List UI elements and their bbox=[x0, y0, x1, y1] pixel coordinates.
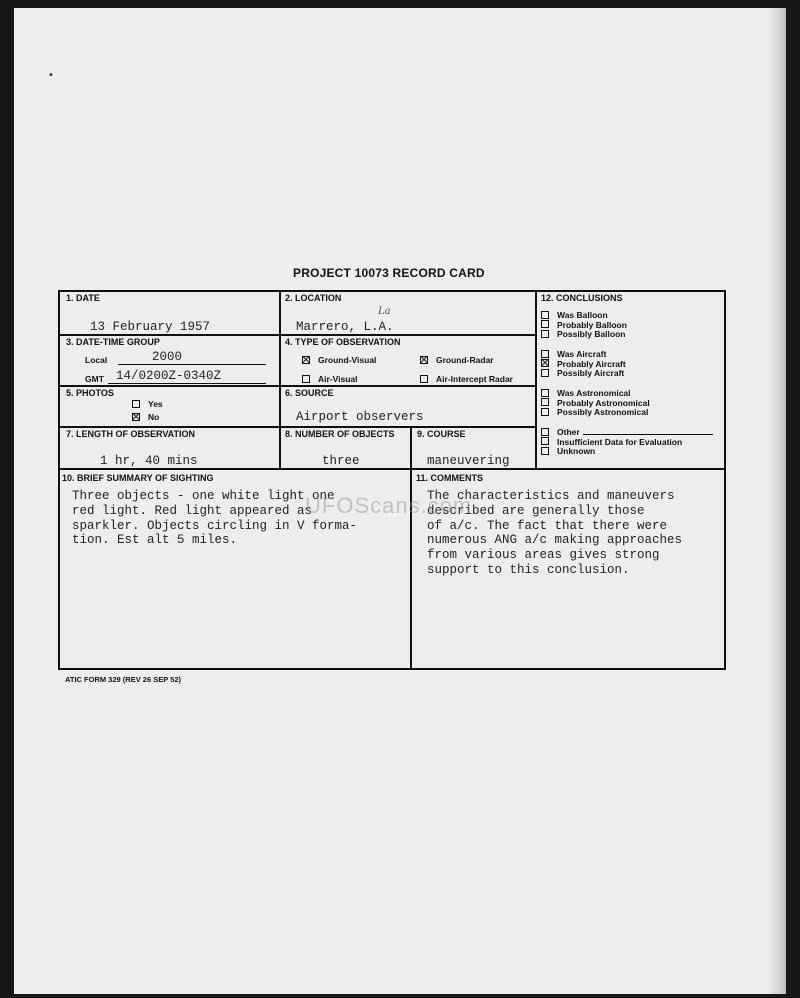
speck-mark: • bbox=[48, 70, 54, 81]
conclusion-text: Was Aircraft bbox=[557, 349, 607, 359]
option-label: Yes bbox=[148, 399, 163, 409]
conclusion-group-aircraft bbox=[541, 350, 626, 379]
divider bbox=[410, 426, 412, 669]
ground-visual-option bbox=[302, 355, 376, 365]
comments-line: of a/c. The fact that there were bbox=[427, 518, 668, 533]
option-label: Air-Intercept Radar bbox=[436, 374, 513, 384]
comments-line: described are generally those bbox=[427, 503, 645, 518]
photos-no-option bbox=[132, 412, 159, 422]
checkbox-icon[interactable] bbox=[302, 375, 310, 383]
conclusion-text: Possibly Aircraft bbox=[557, 368, 625, 379]
checkbox-icon[interactable] bbox=[541, 311, 549, 319]
conclusion-item bbox=[541, 369, 626, 379]
conclusions-label: 12. CONCLUSIONS bbox=[541, 293, 623, 303]
conclusion-group-other bbox=[541, 428, 713, 457]
number-value: three bbox=[322, 454, 360, 468]
summary-line: tion. Est alt 5 miles. bbox=[72, 533, 238, 548]
location-value: Marrero, L.A. bbox=[296, 320, 394, 334]
divider bbox=[59, 426, 536, 428]
checkbox-icon[interactable] bbox=[541, 369, 549, 377]
local-value: 2000 bbox=[152, 350, 183, 364]
conclusion-text: Other bbox=[557, 427, 580, 437]
card-title: PROJECT 10073 RECORD CARD bbox=[293, 266, 485, 280]
option-label: Ground-Radar bbox=[436, 355, 494, 365]
conclusion-text: Unknown bbox=[557, 446, 596, 457]
checkbox-icon[interactable] bbox=[541, 320, 549, 328]
length-label: 7. LENGTH OF OBSERVATION bbox=[66, 429, 196, 439]
conclusion-text: Probably Balloon bbox=[557, 319, 627, 330]
watermark: UFOScans.com bbox=[305, 493, 473, 518]
conclusion-group-balloon bbox=[541, 311, 627, 340]
checkbox-icon[interactable] bbox=[541, 447, 549, 455]
divider bbox=[59, 334, 536, 336]
comments-label: 11. COMMENTS bbox=[416, 473, 484, 483]
checkbox-icon[interactable] bbox=[541, 359, 549, 367]
summary-line: Three objects - one white light one bbox=[72, 489, 335, 503]
other-underline bbox=[583, 434, 713, 435]
paper-edge-shadow bbox=[768, 8, 786, 994]
checkbox-icon[interactable] bbox=[420, 356, 428, 364]
checkbox-icon[interactable] bbox=[541, 437, 549, 445]
source-label: 6. SOURCE bbox=[285, 388, 334, 398]
date-label: 1. DATE bbox=[66, 293, 100, 303]
conclusion-text: Probably Astronomical bbox=[557, 397, 650, 408]
gmt-label: GMT bbox=[85, 374, 104, 384]
conclusion-text: Insufficient Data for Evaluation bbox=[557, 436, 683, 447]
date-time-label: 3. DATE-TIME GROUP bbox=[66, 337, 160, 347]
checkbox-icon[interactable] bbox=[420, 375, 428, 383]
conclusion-group-astronomical bbox=[541, 389, 650, 418]
conclusion-text: Probably Aircraft bbox=[557, 358, 626, 369]
checkbox-icon[interactable] bbox=[541, 350, 549, 358]
air-intercept-option bbox=[420, 374, 513, 384]
divider bbox=[59, 468, 725, 470]
photos-yes-option bbox=[132, 399, 163, 409]
conclusion-item bbox=[541, 330, 627, 340]
option-label: Air-Visual bbox=[318, 374, 358, 384]
course-label: 9. COURSE bbox=[417, 429, 466, 439]
checkbox-icon[interactable] bbox=[132, 413, 140, 421]
checkbox-icon[interactable] bbox=[541, 389, 549, 397]
summary-line: sparkler. Objects circling in V forma- bbox=[72, 518, 358, 533]
divider bbox=[535, 291, 537, 469]
option-label: No bbox=[148, 412, 160, 422]
comments-line: support to this conclusion. bbox=[427, 562, 630, 577]
conclusion-text: Possibly Astronomical bbox=[557, 407, 649, 418]
conclusion-text: Was Astronomical bbox=[557, 388, 631, 398]
gmt-value: 14/0200Z-0340Z bbox=[116, 369, 222, 383]
summary-line: red light. Red light appeared as bbox=[72, 503, 313, 518]
summary-label: 10. BRIEF SUMMARY OF SIGHTING bbox=[62, 473, 214, 483]
length-value: 1 hr, 40 mins bbox=[100, 454, 198, 468]
course-value: maneuvering bbox=[427, 454, 510, 468]
date-value: 13 February 1957 bbox=[90, 320, 211, 334]
comments-line: from various areas gives strong bbox=[427, 548, 660, 563]
divider bbox=[59, 385, 536, 387]
local-underline bbox=[118, 364, 266, 365]
local-label: Local bbox=[85, 355, 108, 365]
number-label: 8. NUMBER OF OBJECTS bbox=[285, 429, 395, 439]
checkbox-icon[interactable] bbox=[541, 330, 549, 338]
air-visual-option bbox=[302, 374, 358, 384]
conclusion-item bbox=[541, 447, 713, 457]
checkbox-icon[interactable] bbox=[541, 428, 549, 436]
photos-label: 5. PHOTOS bbox=[66, 388, 114, 398]
conclusion-text: Was Balloon bbox=[557, 310, 608, 320]
conclusion-item bbox=[541, 408, 650, 418]
checkbox-icon[interactable] bbox=[541, 408, 549, 416]
checkbox-icon[interactable] bbox=[302, 356, 310, 364]
checkbox-icon[interactable] bbox=[132, 400, 140, 408]
option-label: Ground-Visual bbox=[318, 355, 377, 365]
observation-type-label: 4. TYPE OF OBSERVATION bbox=[285, 337, 401, 347]
handwritten-note: La bbox=[378, 306, 391, 317]
checkbox-icon[interactable] bbox=[541, 398, 549, 406]
ground-radar-option bbox=[420, 355, 494, 365]
comments-line: numerous ANG a/c making approaches bbox=[427, 533, 683, 548]
gmt-underline bbox=[108, 383, 266, 384]
source-value: Airport observers bbox=[296, 410, 424, 424]
form-number: ATIC FORM 329 (REV 26 SEP 52) bbox=[65, 675, 182, 684]
divider bbox=[279, 291, 281, 469]
conclusion-text: Possibly Balloon bbox=[557, 329, 626, 340]
comments-line: The characteristics and maneuvers bbox=[427, 489, 675, 503]
location-label: 2. LOCATION bbox=[285, 293, 342, 303]
